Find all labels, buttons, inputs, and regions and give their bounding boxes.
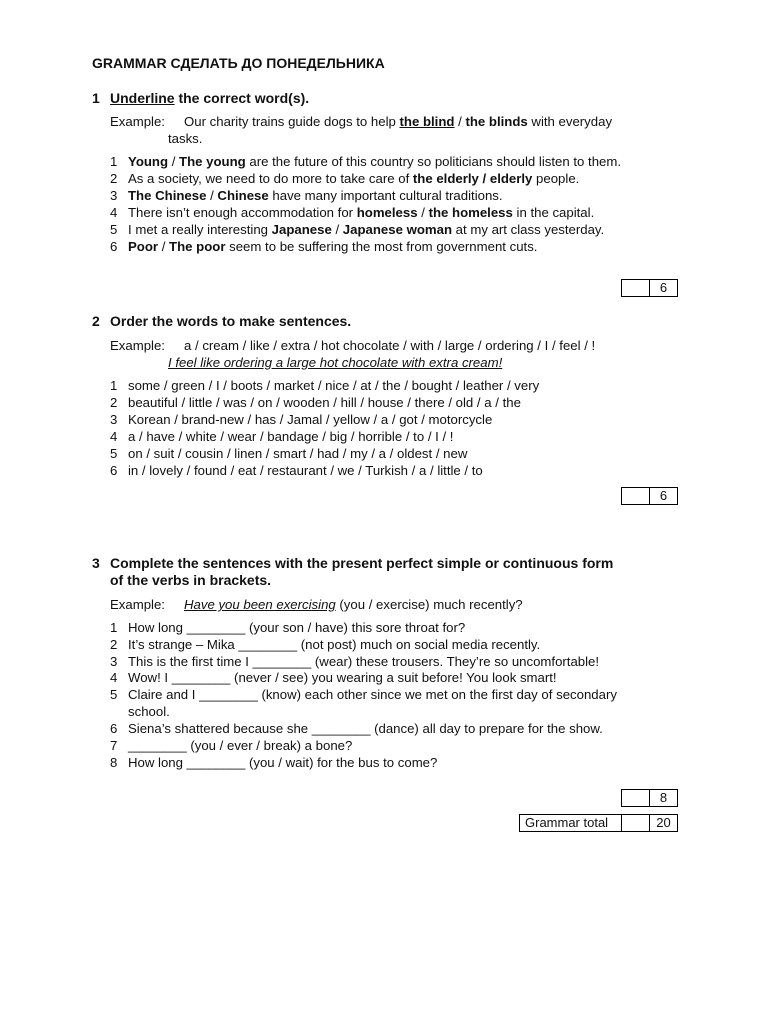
section-1-score-box (621, 279, 678, 297)
item-number: 6 (110, 463, 118, 478)
total-max: 20 (649, 815, 677, 831)
item-number: 1 (110, 620, 118, 635)
option-b: Japanese woman (342, 222, 453, 237)
section-2-number: 2 (92, 313, 100, 329)
item-text: ________ (you / ever / break) a bone? (128, 738, 353, 753)
item-number: 2 (110, 637, 118, 652)
item-text: Claire and I ________ (know) each other since we met on the first day of secondary (128, 687, 617, 702)
section-2-example-label: Example: (110, 338, 165, 353)
section-2-instruction: Order the words to make sentences. (110, 313, 352, 329)
list-item-continuation: school. (128, 704, 170, 719)
score-entry-field[interactable] (622, 790, 649, 806)
option-b: Chinese (217, 188, 269, 203)
section-3-score-box (621, 789, 678, 807)
list-item (110, 428, 453, 445)
list-item (110, 153, 621, 170)
list-item (110, 754, 437, 771)
section-1-example-line2: tasks. (168, 131, 203, 146)
item-number: 4 (110, 429, 118, 444)
option-a: Poor (128, 239, 159, 254)
page-title: GRAMMAR СДЕЛАТЬ ДО ПОНЕДЕЛЬНИКА (92, 55, 385, 71)
item-number: 6 (110, 721, 118, 736)
item-text: people. (532, 171, 580, 186)
list-item (110, 221, 604, 238)
item-number: 1 (110, 154, 118, 169)
list-item (110, 653, 599, 670)
item-number: 2 (110, 171, 118, 186)
list-item (110, 411, 492, 428)
list-item (110, 170, 579, 187)
section-2-example-answer: I feel like ordering a large hot chocolate with extra cream! (168, 355, 503, 370)
total-entry-field[interactable] (621, 815, 649, 831)
item-number: 8 (110, 755, 118, 770)
item-text: How long ________ (you / wait) for the bus to come? (128, 755, 438, 770)
item-number: 3 (110, 654, 118, 669)
section-3-example (184, 596, 523, 613)
item-number: 5 (110, 446, 118, 461)
item-text: in / lovely / found / eat / restaurant / we / Turkish / a / little / to (128, 463, 483, 478)
item-text: a / have / white / wear / bandage / big / horrible / to / I / ! (128, 429, 454, 444)
option-b: The poor (169, 239, 226, 254)
section-1-number: 1 (92, 90, 100, 106)
list-item (110, 204, 594, 221)
item-text: Siena’s shattered because she ________ (dance) all day to prepare for the show. (128, 721, 603, 736)
score-max: 6 (649, 280, 677, 296)
item-number: 5 (110, 222, 118, 237)
item-text: I met a really interesting (128, 222, 272, 237)
item-text: This is the first time I ________ (wear) these trousers. They’re so uncomfortable! (128, 654, 600, 669)
grammar-total-box (519, 814, 678, 832)
option-a: Young (128, 154, 169, 169)
item-text: in the capital. (512, 205, 595, 220)
list-item (110, 187, 503, 204)
score-max: 8 (649, 790, 677, 806)
option-b: the homeless (428, 205, 513, 220)
list-item (110, 394, 521, 411)
section-1-instruction (110, 90, 309, 107)
example-text: (you / exercise) much recently? (335, 597, 523, 612)
score-entry-field[interactable] (622, 280, 649, 296)
separator: / (168, 154, 180, 169)
list-item (110, 377, 539, 394)
score-entry-field[interactable] (622, 488, 649, 504)
list-item (110, 445, 467, 462)
example-separator: / (454, 114, 466, 129)
option-a: The Chinese (128, 188, 207, 203)
score-max: 6 (649, 488, 677, 504)
option-b: The young (179, 154, 246, 169)
item-number: 5 (110, 687, 118, 702)
instruction-underlined: Underline (110, 90, 175, 106)
separator: / (206, 188, 218, 203)
section-1-example-label: Example: (110, 114, 165, 129)
item-number: 3 (110, 188, 118, 203)
section-3-number: 3 (92, 555, 100, 571)
item-text: Korean / brand-new / has / Jamal / yellow / a / got / motorcycle (128, 412, 493, 427)
list-item (110, 720, 603, 737)
item-number: 7 (110, 738, 118, 753)
list-item (110, 686, 617, 703)
separator: / (331, 222, 343, 237)
item-text: at my art class yesterday. (452, 222, 605, 237)
instruction-rest: the correct word(s). (174, 90, 310, 106)
section-3-instruction-line2: of the verbs in brackets. (110, 572, 272, 588)
grammar-total-label: Grammar total (525, 815, 609, 830)
item-number: 3 (110, 412, 118, 427)
item-text: It’s strange – Mika ________ (not post) much on social media recently. (128, 637, 541, 652)
item-number: 4 (110, 205, 118, 220)
example-answer: Have you been exercising (184, 597, 336, 612)
option: the elderly / elderly (412, 171, 533, 186)
list-item (110, 462, 483, 479)
list-item (110, 669, 557, 686)
item-text: are the future of this country so politicians should listen to them. (245, 154, 622, 169)
item-text: Wow! I ________ (never / see) you wearing a suit before! You look smart! (128, 670, 557, 685)
section-2-score-box (621, 487, 678, 505)
list-item (110, 238, 537, 255)
option-a: Japanese (271, 222, 332, 237)
item-text: seem to be suffering the most from government cuts. (225, 239, 538, 254)
item-text: As a society, we need to do more to take care of (128, 171, 413, 186)
separator: / (158, 239, 170, 254)
item-number: 1 (110, 378, 118, 393)
example-text: with everyday (527, 114, 613, 129)
list-item (110, 619, 465, 636)
item-number: 6 (110, 239, 118, 254)
list-item (110, 737, 352, 754)
section-3-instruction-line1: Complete the sentences with the present perfect simple or continuous form (110, 555, 614, 571)
item-text: There isn’t enough accommodation for (128, 205, 357, 220)
separator: / (417, 205, 429, 220)
section-1-example (184, 113, 612, 130)
example-option-b: the blinds (465, 114, 528, 129)
example-text: Our charity trains guide dogs to help (184, 114, 400, 129)
item-text: some / green / I / boots / market / nice / at / the / bought / leather / very (128, 378, 540, 393)
item-number: 2 (110, 395, 118, 410)
item-text: beautiful / little / was / on / wooden / hill / house / there / old / a / the (128, 395, 521, 410)
list-item (110, 636, 540, 653)
item-text: have many important cultural traditions. (268, 188, 503, 203)
item-text: How long ________ (your son / have) this sore throat for? (128, 620, 466, 635)
option-a: homeless (356, 205, 418, 220)
section-2-example: a / cream / like / extra / hot chocolate / with / large / ordering / I / feel / ! (184, 338, 596, 353)
section-3-example-label: Example: (110, 597, 165, 612)
item-number: 4 (110, 670, 118, 685)
item-text: on / suit / cousin / linen / smart / had / my / a / oldest / new (128, 446, 468, 461)
example-option-a: the blind (399, 114, 455, 129)
